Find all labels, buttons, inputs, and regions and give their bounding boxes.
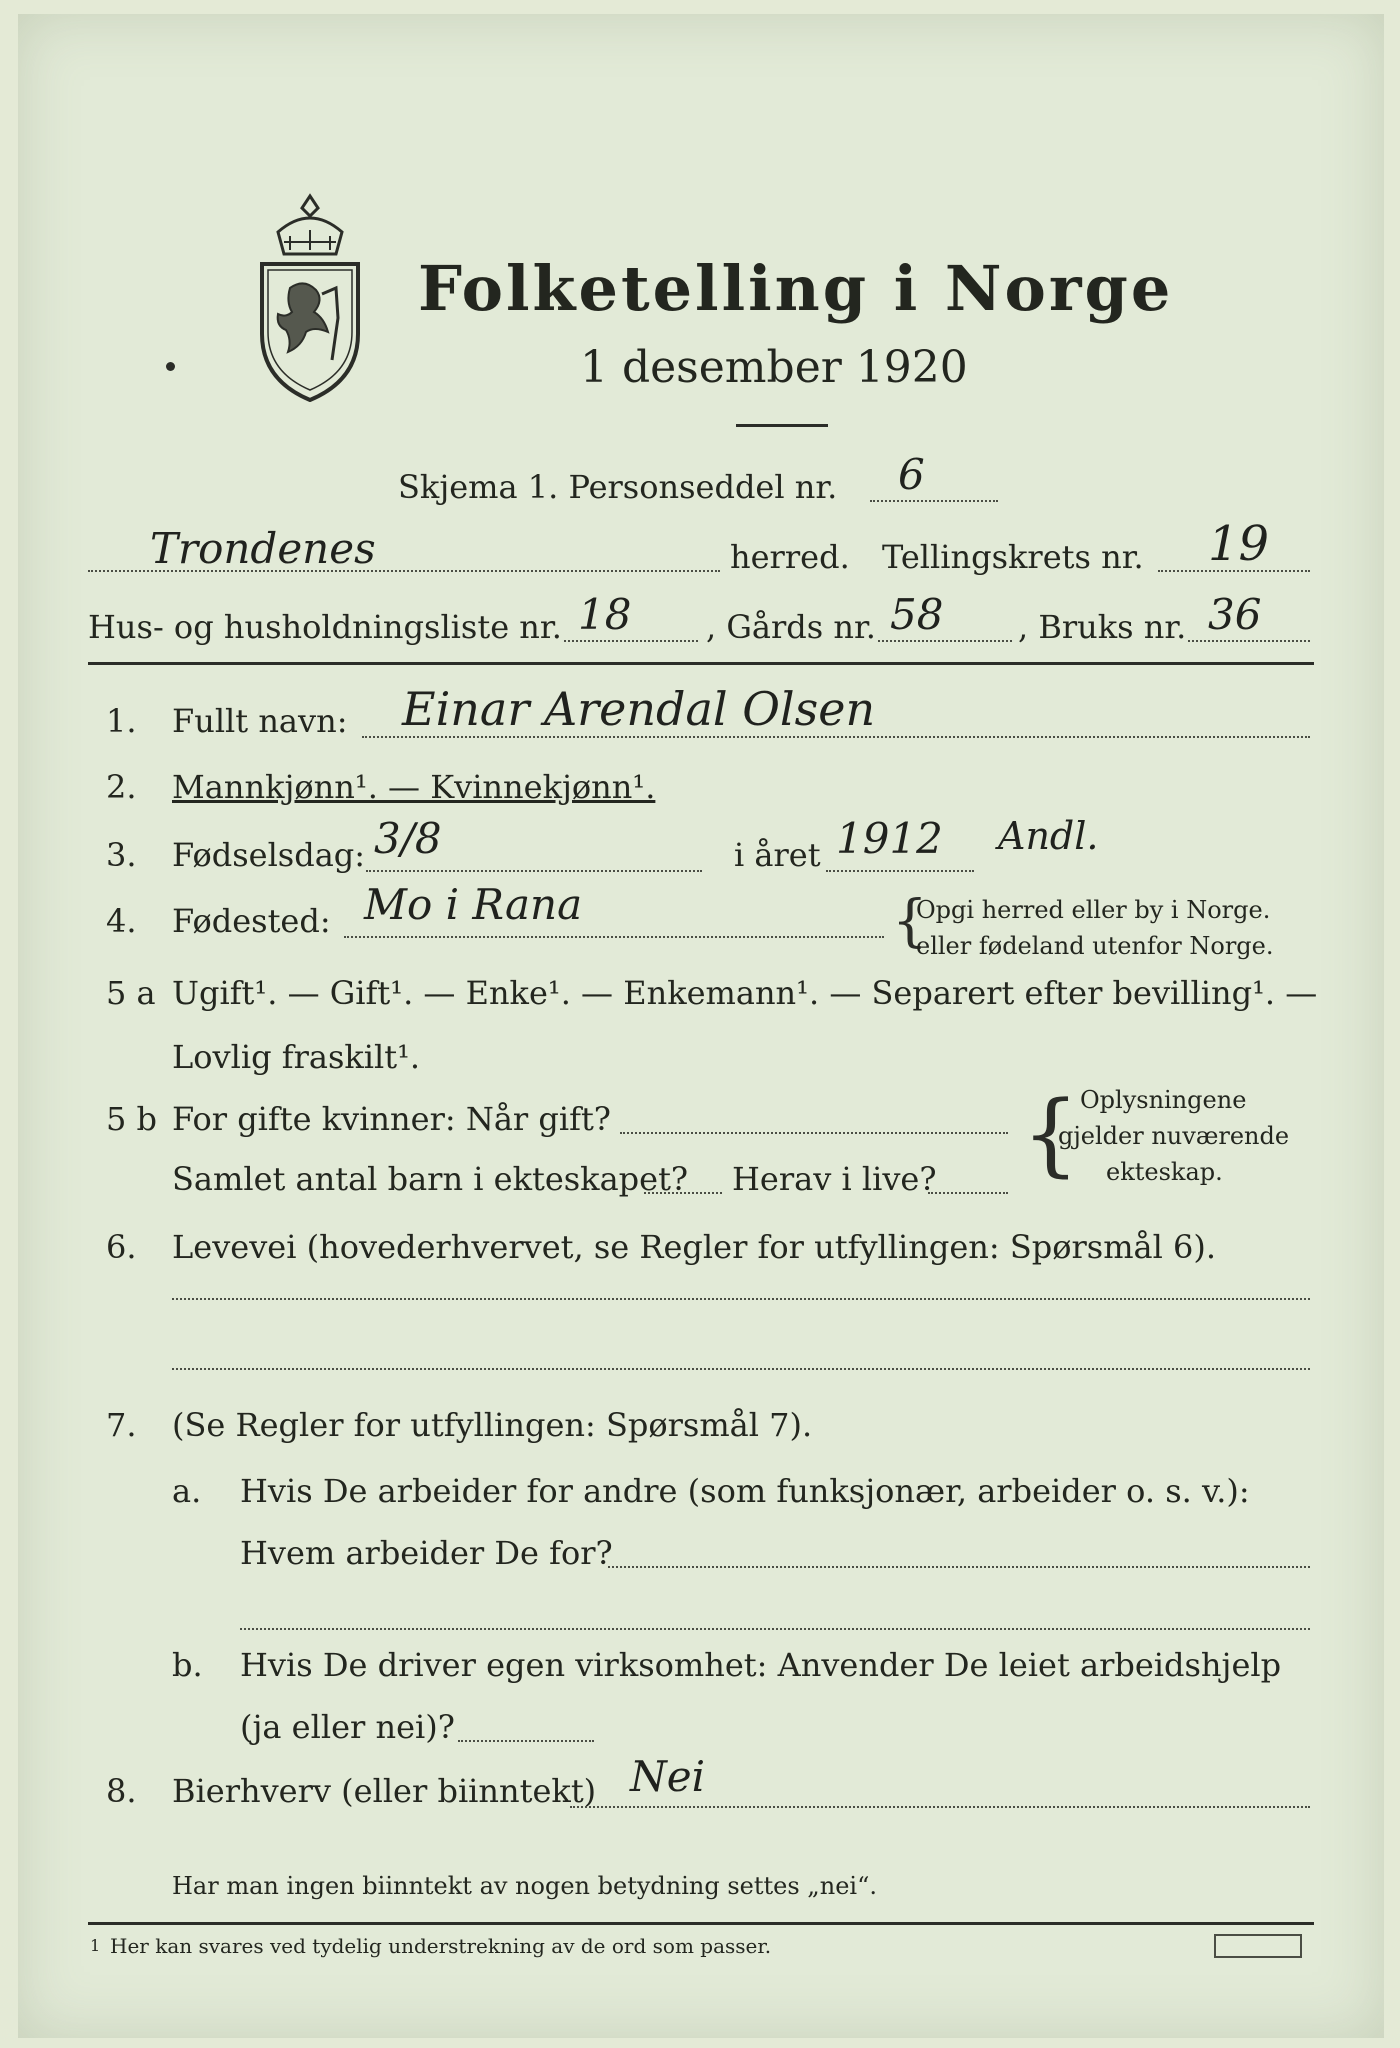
bruks-label: , Bruks nr.	[1018, 608, 1187, 646]
schema-label: Skjema 1. Personseddel nr.	[398, 468, 838, 506]
footer-note: Har man ingen biinntekt av nogen betydning settes „nei“.	[172, 1872, 877, 1900]
footnote-number: 1	[90, 1936, 101, 1955]
q7-number: 7.	[106, 1406, 137, 1444]
q7b-line2: (ja eller nei)?	[240, 1708, 455, 1746]
q5a-number: 5 a	[106, 974, 156, 1012]
herred-label: herred.	[730, 538, 850, 576]
q5b-line2a: Samlet antal barn i ekteskapet?	[172, 1160, 689, 1198]
q5b-number: 5 b	[106, 1100, 158, 1138]
side-income-value[interactable]: Nei	[630, 1752, 706, 1801]
q7a-line1: Hvis De arbeider for andre (som funksjonær, arbeider o. s. v.):	[240, 1472, 1250, 1510]
q6-dots-1	[172, 1298, 1310, 1300]
q7-label: (Se Regler for utfyllingen: Spørsmål 7).	[172, 1406, 813, 1444]
q5b-children-dots	[644, 1192, 722, 1194]
gards-label: , Gårds nr.	[706, 608, 876, 646]
birthplace-value[interactable]: Mo i Rana	[364, 880, 583, 929]
q5b-note-line3: ekteskap.	[1106, 1158, 1223, 1186]
q4-brace: {	[892, 889, 928, 954]
form-date: 1 desember 1920	[580, 342, 968, 393]
q8-dots	[570, 1806, 1310, 1808]
q3-year-dots	[826, 870, 974, 872]
footnote-text: Her kan svares ved tydelig understrekning av de ord som passer.	[110, 1934, 772, 1958]
margin-note: Andl.	[998, 814, 1099, 858]
q8-number: 8.	[106, 1772, 137, 1810]
q4-note-line2: eller fødeland utenfor Norge.	[916, 932, 1274, 960]
personseddel-number[interactable]: 6	[898, 450, 925, 499]
q6-label: Levevei (hovederhvervet, se Regler for utfyllingen: Spørsmål 6).	[172, 1228, 1217, 1266]
bruks-dots	[1188, 640, 1310, 642]
q5a-line2[interactable]: Lovlig fraskilt¹.	[172, 1038, 421, 1076]
q7b-letter: b.	[172, 1646, 203, 1684]
q7a-dots-2	[240, 1628, 1310, 1630]
q4-note-line1: Opgi herred eller by i Norge.	[916, 896, 1271, 924]
gards-value[interactable]: 58	[890, 590, 944, 639]
hus-value[interactable]: 18	[578, 590, 632, 639]
q5b-note-line2: gjelder nuværende	[1058, 1122, 1290, 1150]
q5b-alive-dots	[928, 1192, 1008, 1194]
tellingskrets-label: Tellingskrets nr.	[882, 538, 1144, 576]
birth-year-value[interactable]: 1912	[836, 814, 943, 863]
gards-dots	[878, 640, 1012, 642]
header-rule	[88, 662, 1314, 665]
hus-dots	[564, 640, 698, 642]
q7a-letter: a.	[172, 1472, 202, 1510]
bruks-value[interactable]: 36	[1208, 590, 1262, 639]
q8-label: Bierhverv (eller biinntekt)	[172, 1772, 597, 1810]
schema-dots	[870, 500, 998, 502]
q4-dots	[344, 936, 884, 938]
q3-number: 3.	[106, 836, 137, 874]
herred-value[interactable]: Trondenes	[150, 524, 376, 573]
q6-dots-2	[172, 1368, 1310, 1370]
footer-rule	[88, 1922, 1314, 1925]
q5b-line1: For gifte kvinner: Når gift?	[172, 1100, 611, 1138]
coat-of-arms-icon	[250, 192, 370, 402]
tellingskrets-value[interactable]: 19	[1208, 516, 1270, 572]
q5b-note-line1: Oplysningene	[1080, 1086, 1247, 1114]
q7a-dots-1	[608, 1566, 1310, 1568]
full-name-value[interactable]: Einar Arendal Olsen	[402, 682, 876, 736]
ink-dot	[166, 362, 175, 371]
q7b-dots	[458, 1740, 594, 1742]
form-title: Folketelling i Norge	[418, 252, 1174, 325]
q2-label[interactable]: Mannkjønn¹. — Kvinnekjønn¹.	[172, 768, 656, 806]
birthdate-value[interactable]: 3/8	[374, 814, 442, 863]
q5b-married-dots	[620, 1132, 1008, 1134]
q5b-brace: {	[1022, 1082, 1080, 1187]
title-rule	[736, 424, 828, 427]
q2-number: 2.	[106, 768, 137, 806]
q1-label: Fullt navn:	[172, 702, 348, 740]
q3-label: Fødselsdag:	[172, 836, 366, 874]
census-form-sheet	[18, 14, 1384, 2038]
q3-year-label: i året	[734, 836, 821, 874]
q5a-line1[interactable]: Ugift¹. — Gift¹. — Enke¹. — Enkemann¹. — Separert efter bevilling¹. —	[172, 974, 1318, 1012]
q4-label: Fødested:	[172, 902, 331, 940]
q1-number: 1.	[106, 702, 137, 740]
q5b-line2b: Herav i live?	[732, 1160, 937, 1198]
q1-dots	[362, 736, 1310, 738]
q7b-line1: Hvis De driver egen virksomhet: Anvender De leiet arbeidshjelp	[240, 1646, 1282, 1684]
q3-date-dots	[366, 870, 702, 872]
q7a-line2: Hvem arbeider De for?	[240, 1534, 613, 1572]
q6-number: 6.	[106, 1228, 137, 1266]
q4-number: 4.	[106, 902, 137, 940]
printer-stamp	[1214, 1934, 1302, 1958]
hus-label: Hus- og husholdningsliste nr.	[88, 608, 562, 646]
